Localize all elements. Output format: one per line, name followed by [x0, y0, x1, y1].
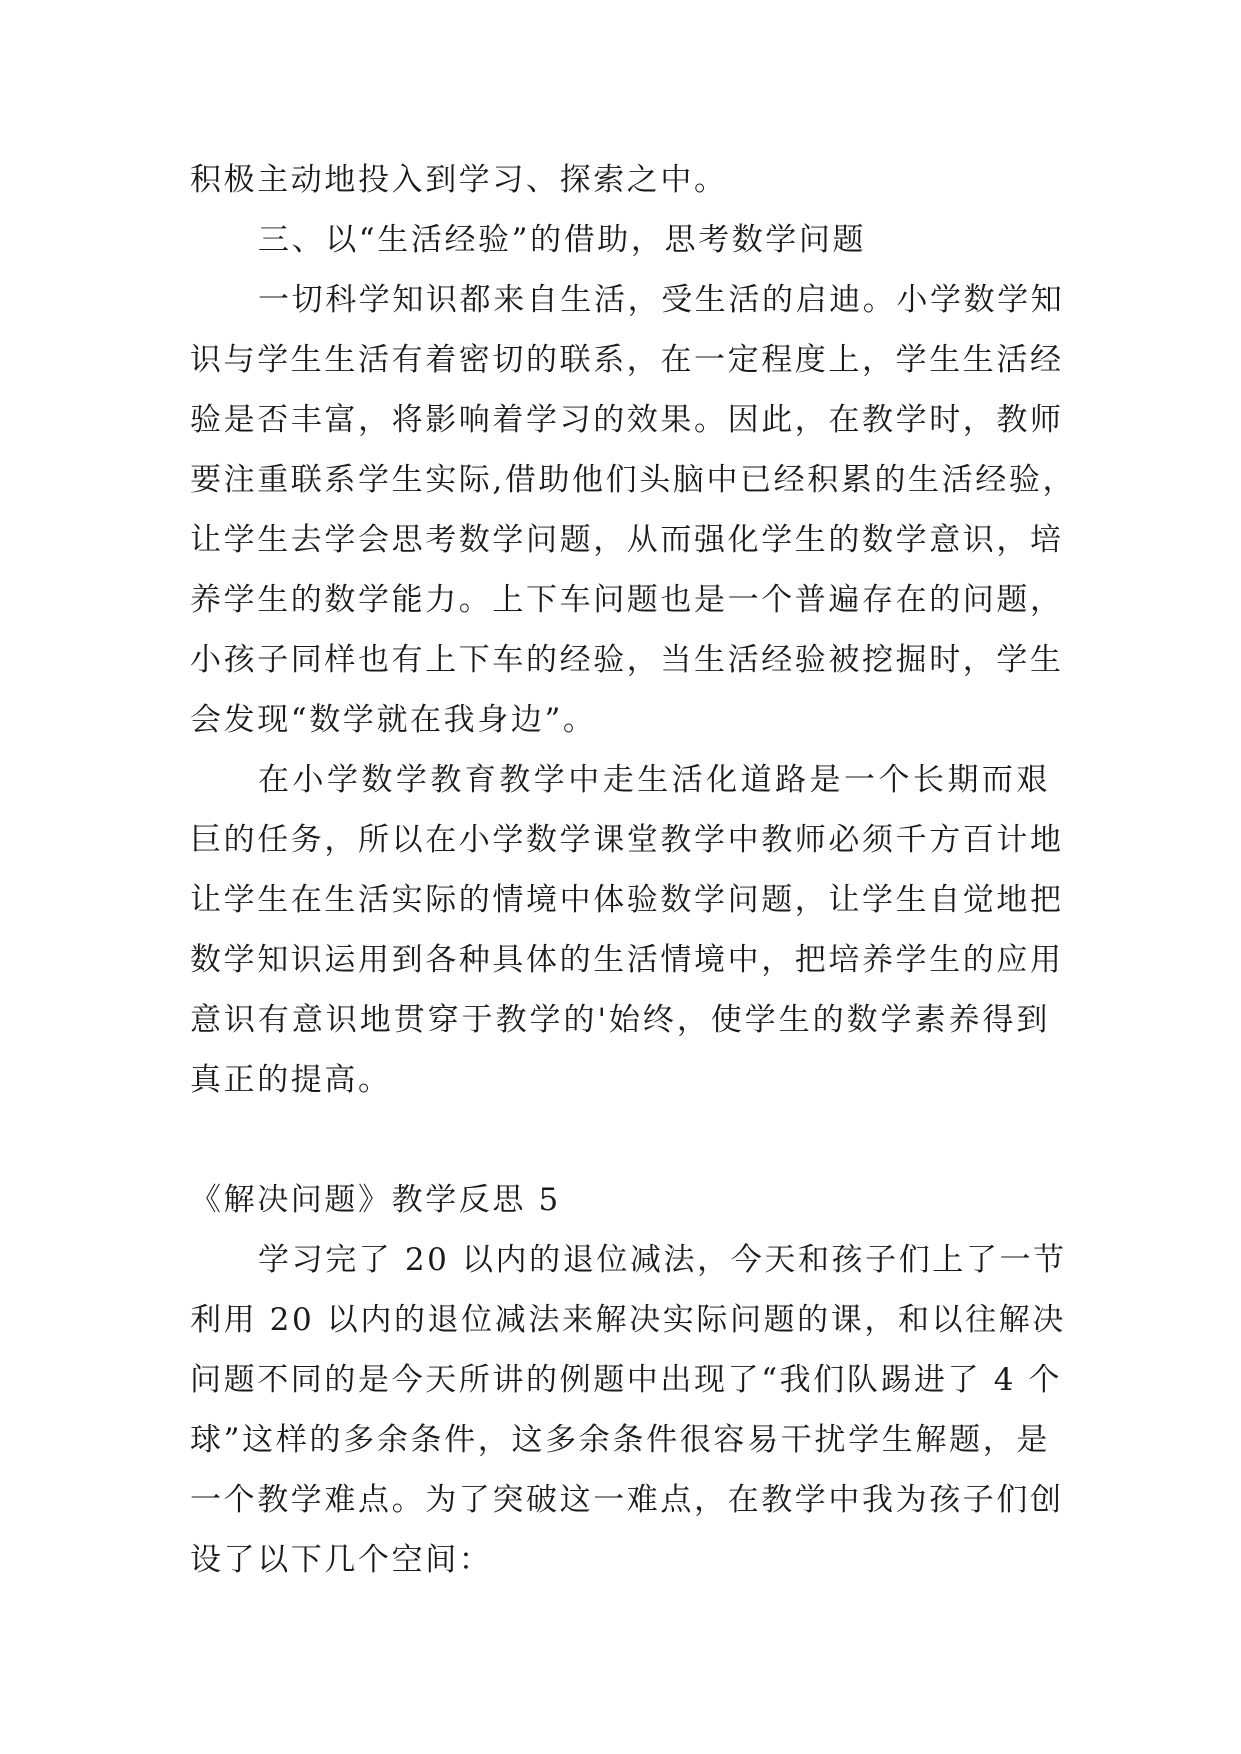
- text-line: 小孩子同样也有上下车的经验，当生活经验被挖掘时，学生: [190, 642, 1064, 678]
- text-line: 识与学生生活有着密切的联系，在一定程度上，学生生活经: [190, 342, 1064, 378]
- section-heading: 三、以“生活经验”的借助，思考数学问题: [258, 222, 867, 258]
- text-line: 真正的提高。: [190, 1062, 392, 1098]
- text-line: 让学生去学会思考数学问题，从而强化学生的数学意识，培: [190, 522, 1064, 558]
- text-line: 意识有意识地贯穿于教学的'始终，使学生的数学素养得到: [190, 1002, 1050, 1038]
- document-body: [190, 150, 1077, 1590]
- text-line: 球”这样的多余条件，这多余条件很容易干扰学生解题，是: [190, 1422, 1050, 1458]
- text-line: 一切科学知识都来自生活，受生活的启迪。小学数学知: [258, 282, 1065, 318]
- text-line: 养学生的数学能力。上下车问题也是一个普遍存在的问题，: [190, 582, 1064, 618]
- text-line: 巨的任务，所以在小学数学课堂教学中教师必须千方百计地: [190, 822, 1064, 858]
- paragraph-gap: [190, 1110, 1050, 1170]
- text-line: 会发现“数学就在我身边”。: [190, 702, 597, 738]
- text-line: 验是否丰富，将影响着学习的效果。因此，在教学时，教师: [190, 402, 1064, 438]
- text-line: 学习完了 20 以内的退位减法，今天和孩子们上了一节: [258, 1242, 1067, 1278]
- text-line: 一个教学难点。为了突破这一难点，在教学中我为孩子们创: [190, 1482, 1064, 1518]
- text-line: 数学知识运用到各种具体的生活情境中，把培养学生的应用: [190, 942, 1064, 978]
- article-title: 《解决问题》教学反思 5: [190, 1182, 561, 1218]
- text-line: 问题不同的是今天所讲的例题中出现了“我们队踢进了 4 个: [190, 1362, 1063, 1398]
- text-line: 积极主动地投入到学习、探索之中。: [190, 162, 728, 198]
- text-line: 在小学数学教育教学中走生活化道路是一个长期而艰: [258, 762, 1050, 798]
- text-line: 让学生在生活实际的情境中体验数学问题，让学生自觉地把: [190, 882, 1064, 918]
- text-line: 设了以下几个空间：: [190, 1542, 493, 1578]
- text-line: 要注重联系学生实际,借助他们头脑中已经积累的生活经验，: [190, 462, 1077, 498]
- text-line: 利用 20 以内的退位减法来解决实际问题的课，和以往解决: [190, 1302, 1066, 1338]
